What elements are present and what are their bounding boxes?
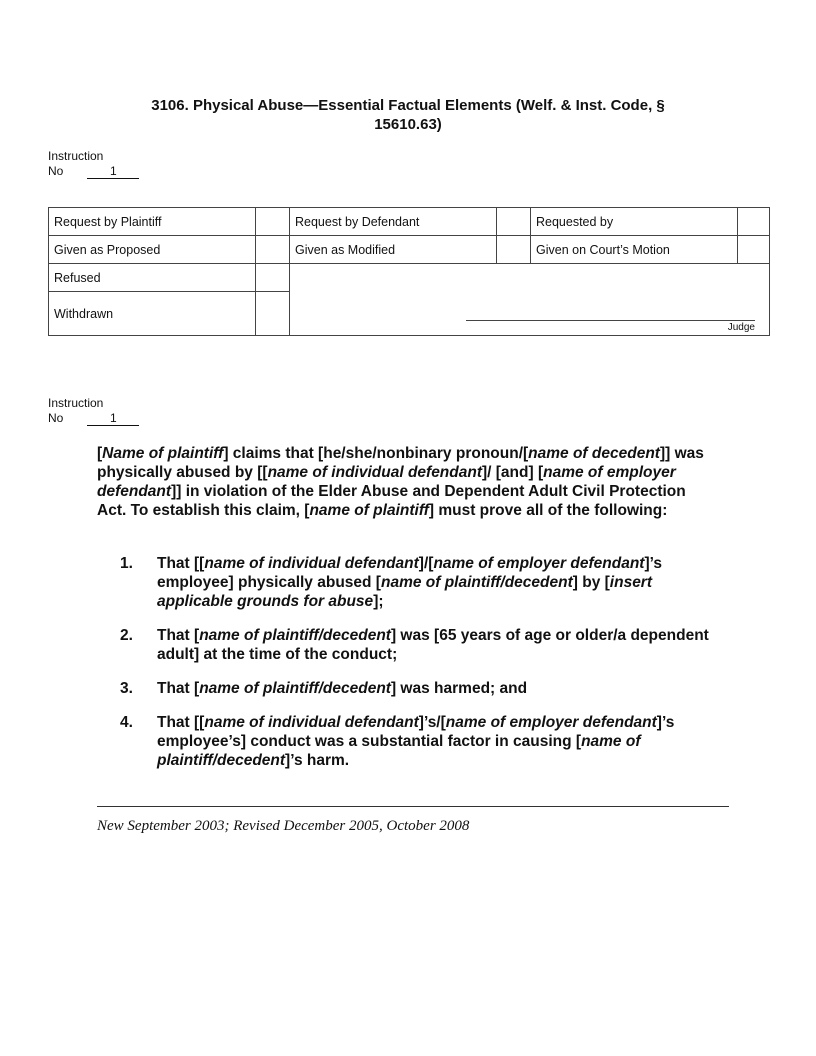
element-item-3 <box>120 679 720 698</box>
element-number: 3. <box>120 680 133 697</box>
element-text-run: ]/[ <box>418 555 434 572</box>
refused-checkbox[interactable] <box>256 264 290 292</box>
element-text <box>157 626 720 664</box>
intro-text: ]/ [and] [ <box>482 464 544 481</box>
given-as-modified-checkbox[interactable] <box>497 236 531 264</box>
element-text <box>157 679 720 698</box>
refused-label: Refused <box>49 264 256 292</box>
placeholder-text: name of plaintiff/decedent <box>380 574 573 591</box>
intro-text: ]] was physically abused by [[ <box>97 445 704 481</box>
element-text-run: ]’s harm. <box>285 752 350 769</box>
placeholder-text: name of employer defendant <box>433 555 645 572</box>
element-text-run: ]; <box>373 593 384 610</box>
request-by-plaintiff-checkbox[interactable] <box>256 208 290 236</box>
element-text <box>157 713 720 770</box>
no-label: No <box>48 164 64 178</box>
element-text-run: ]’s/[ <box>418 714 446 731</box>
element-number: 2. <box>120 627 133 644</box>
element-text-run: ] by [ <box>572 574 610 591</box>
placeholder-text: name of plaintiff/decedent <box>157 733 641 769</box>
element-text-run: That [[ <box>157 555 205 572</box>
placeholder-text: name of decedent <box>528 445 660 462</box>
instruction-intro-paragraph: [Name of plaintiff] claims that [he/she/nonbinary pronoun/[name of decedent]] was physically abused by [[name of individual defendant]/ [and] [name of employer defendant]] in violation of the Elder Abuse and Dependent Adult Civil Protection Act. To establish this claim, [name of plaintiff] must prove all of the following: <box>97 445 704 519</box>
instruction-number-block-2 <box>48 396 139 426</box>
instruction-disposition-table <box>48 207 770 336</box>
request-by-plaintiff-label: Request by Plaintiff <box>49 208 256 236</box>
element-item-4 <box>120 713 720 770</box>
placeholder-text: name of employer defendant <box>97 464 676 500</box>
essential-elements-list <box>120 554 720 785</box>
given-on-courts-motion-checkbox[interactable] <box>738 236 770 264</box>
element-item-2 <box>120 626 720 664</box>
element-text-run: ]’s employee] physically abused [ <box>157 555 662 591</box>
judge-signature-area[interactable] <box>290 264 770 336</box>
given-as-modified-label: Given as Modified <box>290 236 497 264</box>
requested-by-checkbox[interactable] <box>738 208 770 236</box>
element-text-run: That [ <box>157 680 200 697</box>
withdrawn-label: Withdrawn <box>49 292 256 336</box>
given-on-courts-motion-label: Given on Court’s Motion <box>531 236 738 264</box>
intro-text: ] must prove all of the following: <box>428 502 668 519</box>
placeholder-text: name of plaintiff/decedent <box>199 680 391 697</box>
element-text-run: ] was [65 years of age or older/a dependent adult] at the time of the conduct; <box>157 627 709 663</box>
requested-by-label: Requested by <box>531 208 738 236</box>
element-text-run: ] was harmed; and <box>390 680 528 697</box>
placeholder-text: name of employer defendant <box>445 714 657 731</box>
placeholder-text: name of plaintiff/decedent <box>199 627 391 644</box>
element-text-run: That [ <box>157 627 200 644</box>
element-text <box>157 554 720 611</box>
no-label: No <box>48 411 64 425</box>
placeholder-text: name of plaintiff <box>309 502 429 519</box>
request-by-defendant-label: Request by Defendant <box>290 208 497 236</box>
placeholder-text: name of individual defendant <box>204 555 419 572</box>
revision-history: New September 2003; Revised December 2005, October 2008 <box>97 818 470 834</box>
element-number: 4. <box>120 714 133 731</box>
instruction-number: 1 <box>87 411 139 426</box>
request-by-defendant-checkbox[interactable] <box>497 208 531 236</box>
element-text-run: That [[ <box>157 714 205 731</box>
placeholder-text: name of individual defendant <box>267 464 482 481</box>
section-divider <box>97 806 729 807</box>
placeholder-text: insert applicable grounds for abuse <box>157 574 653 610</box>
element-text-run: ]’s employee’s] conduct was a substantial factor in causing [ <box>157 714 675 750</box>
intro-text: ]] in violation of the Elder Abuse and Dependent Adult Civil Protection Act. To establish this claim, [ <box>97 483 686 519</box>
instruction-label: Instruction <box>48 149 104 163</box>
instruction-title: 3106. Physical Abuse—Essential Factual Elements (Welf. & Inst. Code, § 15610.63) <box>151 97 665 133</box>
element-item-1 <box>120 554 720 611</box>
withdrawn-checkbox[interactable] <box>256 292 290 336</box>
given-as-proposed-checkbox[interactable] <box>256 236 290 264</box>
given-as-proposed-label: Given as Proposed <box>49 236 256 264</box>
instruction-label: Instruction <box>48 396 104 410</box>
instruction-number-block-1 <box>48 149 139 179</box>
instruction-number: 1 <box>87 164 139 179</box>
element-number: 1. <box>120 555 133 572</box>
placeholder-text: name of individual defendant <box>204 714 419 731</box>
judge-label: Judge <box>727 322 755 333</box>
judge-signature-line <box>466 320 755 321</box>
placeholder-text: Name of plaintiff <box>102 445 224 462</box>
intro-text: ] claims that [he/she/nonbinary pronoun/[ <box>223 445 529 462</box>
